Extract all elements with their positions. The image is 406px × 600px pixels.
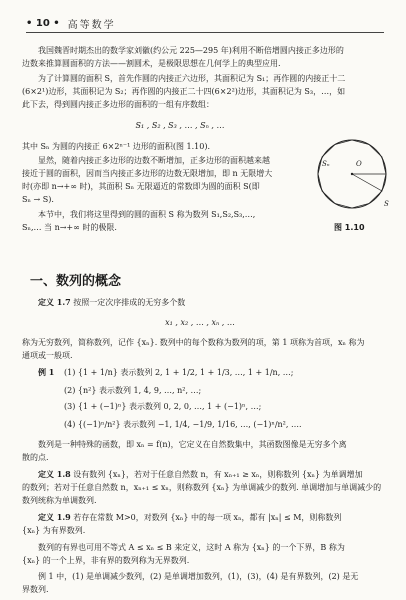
definition-1-8-line3: 数列统称为单调数列.: [22, 496, 97, 505]
page-header: [26, 14, 384, 33]
paragraph-area-line2: (6×2¹)边形，其面积记为 S₂；再作圆的内接正二十四(6×2²)边形，其面积记为 S₃，…，如: [22, 87, 346, 96]
paragraph-section-intro-line2: Sₙ,… 当 n→+∞ 时的极限.: [22, 223, 117, 232]
paragraph-liu-hui-line2: 边数来推算圆面积的方法——割圆术，是极限思想在几何学上的典型应用.: [22, 59, 281, 68]
paragraph-limit-line3: 时(亦即 n→+∞ 时)，其面积 Sₙ 无限逼近的常数即为圆的面积 S(即: [22, 182, 260, 191]
paragraph-limit-line2: 接近于圆的面积，因而当内接正多边形的边数无限增加，即 n 无限增大: [22, 169, 273, 178]
example-1-item-4: (4) {(−1)ⁿ/n²} 表示数列 −1, 1/4, −1/9, 1/16, …, (−1)ⁿ/n², ….: [64, 420, 302, 429]
paragraph-function-line1: 数列是一种特殊的函数，即 xₙ = f(n)，它定义在自然数集中，其函数图像是无穷多个离: [38, 440, 347, 449]
paragraph-function-line2: 散的点.: [22, 453, 49, 462]
example-1-item-1: (1) {1 + 1/n} 表示数列 2, 1 + 1/2, 1 + 1/3, …, 1 + 1/n, …;: [64, 368, 294, 377]
paragraph-example-summary-line1: 例 1 中，(1) 是单调减少数列，(2) 是单调增加数列，(1)，(3)，(4) 是有界数列，(2) 是无: [38, 572, 359, 581]
definition-1-7-after-line2: 通项或一般项.: [22, 351, 73, 360]
paragraph-area-line3: 此下去，得到圆内接正多边形的面积的一组有序数组：: [22, 100, 214, 109]
definition-1-8-text: 设有数列 {xₙ}，若对于任意自然数 n，有 xₙ₊₁ ≥ xₙ，则称数列 {xₙ} 为单调增加: [73, 470, 363, 479]
paragraph-bounds-line2: {xₙ} 的一个上界，非有界的数列称为无界数列.: [22, 556, 190, 565]
page-number: • 10 •: [26, 17, 60, 29]
section-title: 一、数列的概念: [30, 274, 122, 289]
definition-1-9-label: 定义 1.9: [38, 512, 71, 522]
figure-label-o: O: [356, 160, 362, 168]
example-1-item-3: (3) {1 + (−1)ⁿ} 表示数列 0, 2, 0, …, 1 + (−1)ⁿ, …;: [64, 402, 262, 411]
definition-1-8-line1: [22, 468, 363, 481]
definition-1-9-text: 若存在常数 M>0，对数列 {xₙ} 中的每一项 xₙ，都有 |xₙ| ≤ M，则称数列: [73, 513, 342, 522]
definition-1-9-line2: {xₙ} 为有界数列.: [22, 526, 86, 535]
definition-1-7-label: 定义 1.7: [38, 297, 71, 307]
definition-1-7-after-line1: 称为无穷数列，简称数列，记作 {xₙ}. 数列中的每个数称为数列的项，第 1 项称为首项，xₙ 称为: [22, 338, 365, 347]
definition-1-8-line2: 的数列；若对于任意自然数 n，xₙ₊₁ ≤ xₙ，则称数列 {xₙ} 为单调减少的数列. 单调增加与单调减少的: [22, 483, 382, 492]
radius-line-2: [352, 174, 382, 191]
definition-1-8-label: 定义 1.8: [38, 469, 71, 479]
sequence-formula: x₁ , x₂ , … , xₙ , …: [165, 318, 235, 327]
paragraph-area-line1: 为了计算圆的面积 S，首先作圆的内接正六边形，其面积记为 S₁；再作圆的内接正十二: [38, 74, 346, 83]
figure-label-s: S: [384, 200, 389, 208]
paragraph-bounds-line1: 数列的有界也可用不等式 A ≤ xₙ ≤ B 来定义，这时 A 称为 {xₙ} 的一个下界，B 称为: [38, 543, 345, 552]
paragraph-limit-line1: 显然，随着内接正多边形的边数不断增加，正多边形的面积越来越: [38, 156, 270, 165]
example-1-item-2: (2) {n²} 表示数列 1, 4, 9, …, n², …;: [64, 386, 202, 395]
example-1-label: [38, 366, 54, 379]
definition-1-7-text: 按照一定次序排成的无穷多个数: [73, 298, 186, 307]
figure-label-sn: Sₙ: [322, 160, 330, 168]
paragraph-example-summary-line2: 界数列.: [22, 585, 49, 594]
figure-caption: 图 1.10: [334, 223, 365, 232]
center-point: [351, 173, 353, 175]
paragraph-sn-definition: 其中 Sₙ 为圆的内接正 6×2ⁿ⁻¹ 边形的面积(图 1.10).: [22, 142, 211, 151]
inscribed-polygon-figure: [312, 134, 392, 214]
area-sequence-formula: S₁ , S₂ , S₃ , … , Sₙ , …: [135, 121, 225, 130]
paragraph-limit-line4: Sₙ → S).: [22, 195, 54, 204]
example-1-title: 例 1: [38, 367, 55, 377]
definition-1-9-line1: [22, 511, 341, 524]
book-title: 高等数学: [67, 19, 116, 31]
paragraph-liu-hui-line1: 我国魏晋时期杰出的数学家刘徽(约公元 225—295 年)利用不断倍增圆内接正多边形的: [38, 46, 344, 55]
definition-1-7: [22, 296, 185, 309]
paragraph-section-intro-line1: 本节中，我们将这里得到的圆的面积 S 称为数列 S₁,S₂,S₃,…,: [38, 210, 256, 219]
